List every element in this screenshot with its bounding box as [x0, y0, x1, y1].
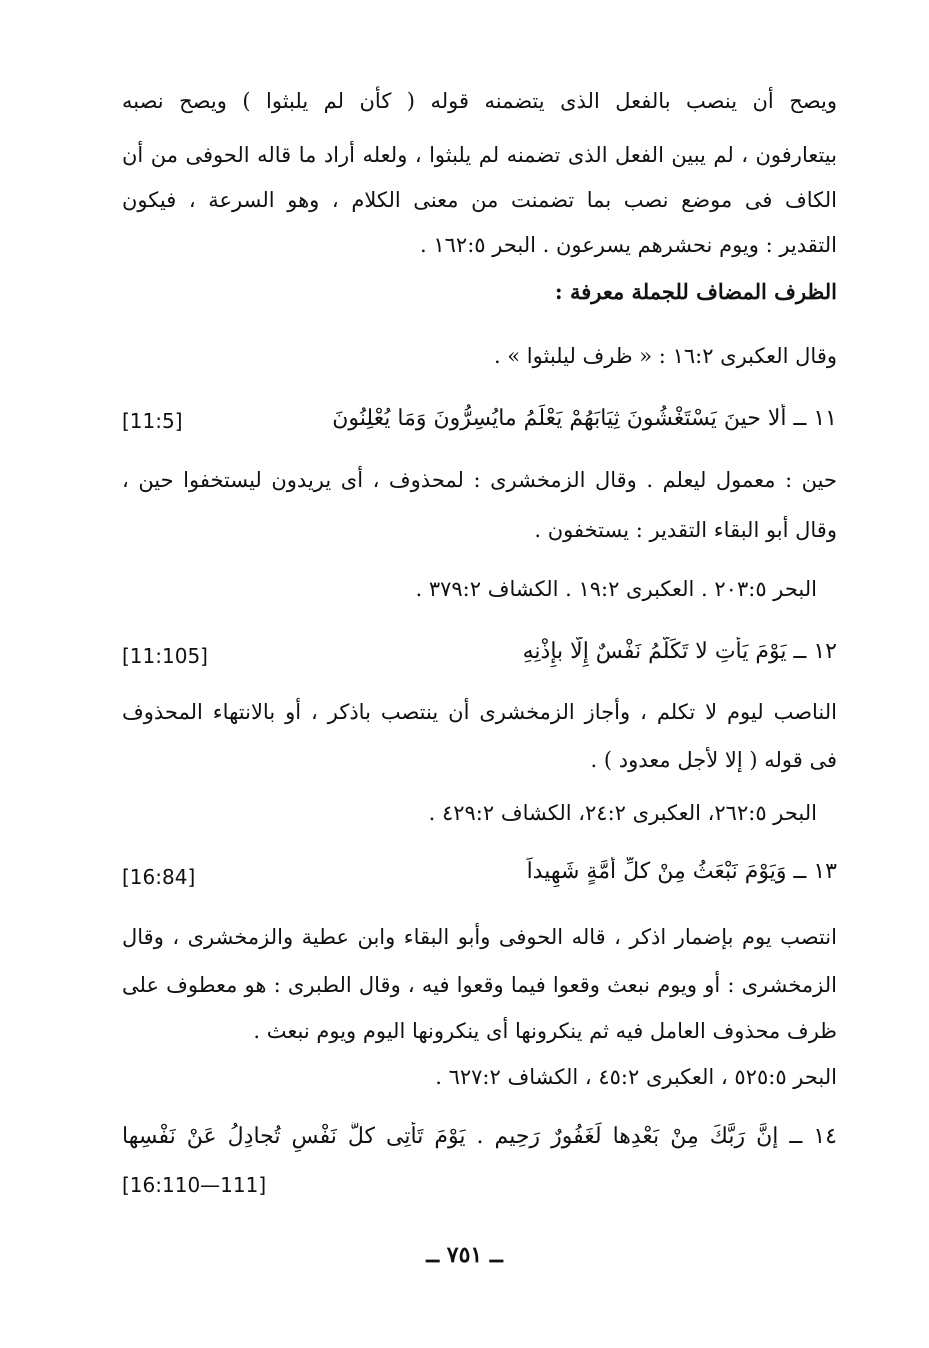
- verse-line: ١٤ ــ إنَّ رَبَّكَ مِنْ بَعْدِها لَغَفُورٌ رَحِيم . يَوْمَ تَأْتِى كلُّ نَفْسٍ تُجادِلُ عَنْ نَفْسِها: [122, 1124, 837, 1149]
- verse-line: ١٣ ــ وَيَوْمَ نَبْعَثُ مِنْ كلِّ أُمَّةٍ شَهِيداً: [526, 859, 837, 884]
- text-line: بيتعارفون ، لم يبين الفعل الذى تضمنه لم يلبثوا ، ولعله أراد ما قاله الحوفى من أن: [122, 143, 837, 167]
- text-line: الناصب ليوم لا تكلم ، وأجاز الزمخشرى أن ينتصب باذكر ، أو بالانتهاء المحذوف: [122, 700, 837, 724]
- text-line: ويصح أن ينصب بالفعل الذى يتضمنه قوله ( كأن لم يلبثوا ) ويصح نصبه: [122, 89, 837, 113]
- verse-reference: [11:5]: [122, 409, 183, 433]
- verse-line: ١٢ ــ يَوْمَ يَأْتِ لا تَكَلَّمُ نَفْسٌ إِلَّا بإِذْنِهِ: [522, 639, 837, 664]
- source-citation: البحر ٢٠٣:٥ . العكبرى ١٩:٢ . الكشاف ٣٧٩:٢ .: [415, 577, 817, 601]
- source-citation: البحر ٢٦٢:٥، العكبرى ٢٤:٢، الكشاف ٤٢٩:٢ .: [428, 801, 817, 825]
- page-number: ــ ٧٥١ ــ: [426, 1242, 503, 1268]
- verse-reference: [16:84]: [122, 865, 196, 889]
- text-line: انتصب يوم بإضمار اذكر ، قاله الحوفى وأبو البقاء وابن عطية والزمخشرى ، وقال: [122, 925, 837, 949]
- text-line: وقال أبو البقاء التقدير : يستخفون .: [534, 518, 837, 542]
- verse-reference: [16:110—111]: [122, 1173, 267, 1197]
- text-line: ظرف محذوف العامل فيه ثم ينكرونها أى ينكرونها اليوم ويوم نبعث .: [253, 1019, 837, 1043]
- text-line: الكاف فى موضع نصب بما تضمنت من معنى الكلام ، وهو السرعة ، فيكون: [122, 188, 837, 212]
- verse-line: ١١ ــ ألا حينَ يَسْتَغْشُونَ ثِيَابَهُمْ يَعْلَمُ مايُسِرُّونَ وَمَا يُعْلِنُونَ: [332, 406, 837, 431]
- text-line: التقدير : ويوم نحشرهم يسرعون . البحر ١٦٢:٥ .: [420, 233, 837, 257]
- text-line: حين : معمول ليعلم . وقال الزمخشرى : لمحذوف ، أى يريدون ليستخفوا حين ،: [122, 468, 837, 492]
- text-line: وقال العكبرى ١٦:٢ : « ظرف ليلبثوا » .: [493, 344, 837, 368]
- source-citation: البحر ٥٢٥:٥ ، العكبرى ٤٥:٢ ، الكشاف ٦٢٧:٢ .: [435, 1065, 837, 1089]
- text-line: فى قوله ( إلا لأجل معدود ) .: [590, 748, 837, 772]
- verse-reference: [11:105]: [122, 644, 208, 668]
- section-heading: الظرف المضاف للجملة معرفة :: [554, 279, 837, 304]
- text-line: الزمخشرى : أو ويوم نبعث وقعوا فيما وقعوا فيه ، وقال الطبرى : هو معطوف على: [122, 973, 837, 997]
